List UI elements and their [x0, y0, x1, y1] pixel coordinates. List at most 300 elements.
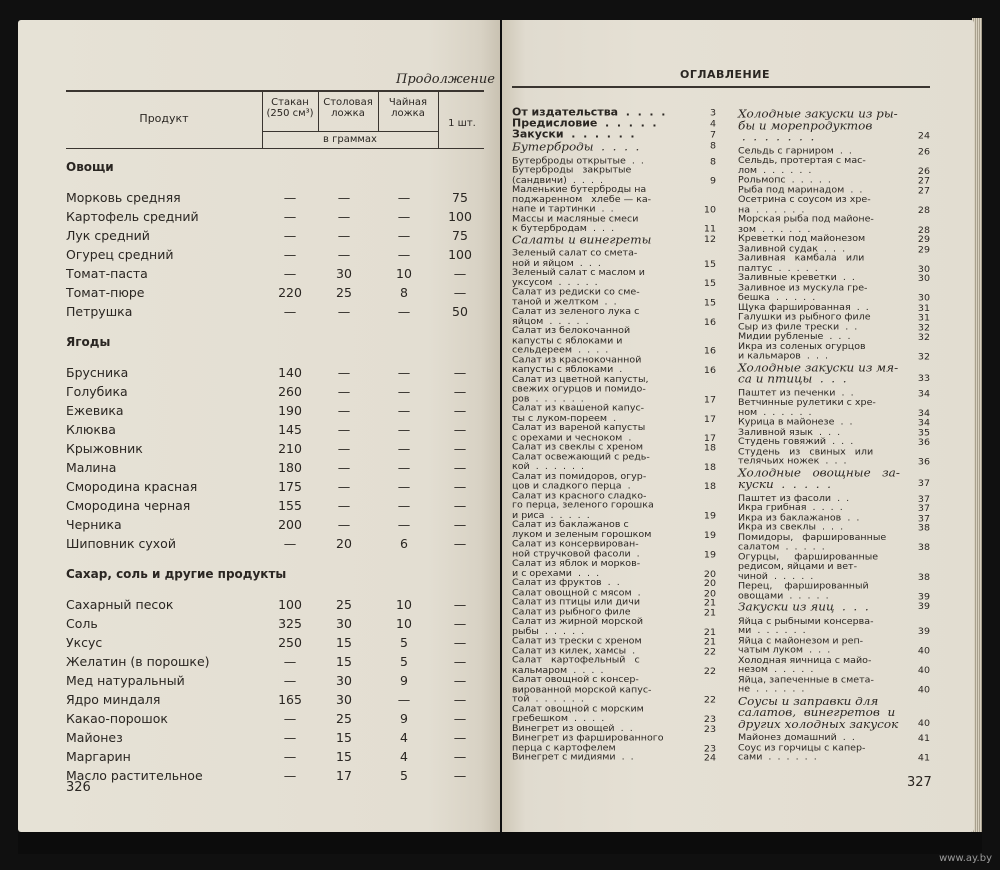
value-cell: —	[283, 654, 297, 669]
toc-entry: Бутерброды закрытые (сандвичи) . . . .	[512, 165, 632, 186]
value-cell: —	[397, 365, 411, 380]
toc-page-number: 40	[917, 718, 930, 729]
toc-entry: Салат из краснокочанной капусты с яблоками .	[512, 354, 642, 375]
toc-entry: Салат из баклажанов с луком и зеленым горошком	[512, 519, 652, 540]
toc-page-number: 18	[703, 481, 716, 492]
value-cell: 190	[278, 403, 302, 418]
toc-page-number: 22	[703, 695, 716, 706]
toc-page-number: 28	[917, 224, 930, 236]
product-name: Маргарин	[66, 749, 131, 764]
value-cell: —	[453, 597, 467, 612]
toc-page-number: 20	[703, 578, 716, 589]
value-cell: 220	[278, 285, 302, 300]
header-teaspoon: Чайная ложка	[388, 97, 428, 119]
value-cell: —	[453, 730, 467, 745]
toc-page-number: 9	[709, 175, 716, 186]
value-cell: 6	[400, 536, 408, 551]
toc-page-number: 7	[709, 130, 716, 141]
value-cell: —	[453, 460, 467, 475]
toc-page-number: 22	[703, 646, 716, 657]
product-name: Клюква	[66, 422, 116, 437]
value-cell: —	[337, 498, 351, 513]
toc-page-number: 29	[917, 244, 930, 255]
toc-page-number: 21	[703, 636, 716, 648]
toc-page-number: 19	[703, 530, 716, 541]
toc-page-number: 8	[709, 156, 716, 167]
toc-entry: Салат из яблок и морков- и с орехами . . .	[512, 558, 641, 579]
toc-entry: Салат из помидоров, огур- цов и сладкого перца .	[512, 471, 647, 492]
value-cell: 25	[336, 711, 352, 726]
value-cell: 75	[452, 228, 468, 243]
table-row	[18, 190, 500, 208]
table-top-rule	[66, 90, 484, 92]
toc-page-number: 38	[917, 523, 930, 534]
value-cell: —	[283, 711, 297, 726]
value-cell: —	[453, 441, 467, 456]
toc-page-number: 41	[917, 753, 930, 764]
value-cell: —	[397, 384, 411, 399]
toc-section-heading: Холодные закуски из мя- са и птицы . . .	[738, 360, 899, 386]
toc-entry: Паштет из печенки . .	[738, 387, 854, 399]
toc-top-rule	[512, 86, 930, 88]
value-cell: —	[453, 654, 467, 669]
table-row	[18, 384, 500, 402]
value-cell: —	[283, 749, 297, 764]
toc-page-number: 11	[703, 224, 716, 235]
value-cell: 50	[452, 304, 468, 319]
toc-page-number: 26	[917, 166, 930, 177]
value-cell: —	[397, 209, 411, 224]
left-page	[18, 20, 500, 832]
toc-entry: Салат картофельный с кальмаром . . . .	[512, 655, 640, 676]
value-cell: —	[453, 673, 467, 688]
toc-page-number: 37	[917, 513, 930, 524]
table-row	[18, 654, 500, 672]
toc-entry: Рольмопс . . . . .	[738, 175, 831, 186]
product-name: Сахарный песок	[66, 597, 174, 612]
toc-section-heading: Бутерброды . . . .	[512, 140, 640, 154]
toc-page-number: 21	[703, 627, 716, 638]
toc-page-number: 17	[703, 394, 716, 405]
col-divider-4	[438, 90, 439, 148]
toc-page-number: 10	[703, 204, 716, 216]
toc-page-number: 29	[917, 234, 930, 245]
value-cell: —	[283, 190, 297, 205]
toc-page-number: 39	[917, 601, 930, 612]
toc-entry: Помидоры, фаршированные салатом . . . . .	[738, 532, 887, 553]
value-cell: —	[283, 768, 297, 783]
toc-page-number: 40	[917, 646, 930, 657]
value-cell: —	[453, 711, 467, 726]
toc-entry: Салат овощной с мясом .	[512, 587, 641, 598]
value-cell: —	[337, 209, 351, 224]
toc-entry: Салат из фруктов . .	[512, 577, 620, 588]
watermark: www.ay.by	[939, 853, 992, 864]
toc-page-number: 30	[917, 273, 930, 284]
toc-page-number: 31	[917, 312, 930, 324]
table-row	[18, 422, 500, 440]
value-cell: 9	[400, 711, 408, 726]
toc-entry: Студень говяжий . . .	[738, 436, 854, 447]
toc-page-number: 32	[917, 322, 930, 333]
table-row	[18, 266, 500, 284]
section-title: Сахар, соль и другие продукты	[66, 567, 287, 581]
toc-page-number: 41	[917, 733, 930, 744]
value-cell: —	[397, 479, 411, 494]
continued-label: Продолжение	[396, 72, 495, 87]
toc-entry: Рыба под маринадом . .	[738, 184, 863, 196]
toc-entry: Салат из квашеной капус- ты с луком-пореем .	[512, 403, 645, 424]
toc-section-heading: Холодные овощные за- куски . . . . .	[738, 465, 900, 491]
section-title: Ягоды	[66, 335, 111, 349]
value-cell: 5	[400, 654, 408, 669]
toc-page-number: 37	[917, 478, 930, 489]
right-page	[502, 20, 974, 832]
toc-title: ОГЛАВЛЕНИЕ	[680, 68, 770, 81]
product-name: Голубика	[66, 384, 128, 399]
toc-page-number: 38	[917, 542, 930, 554]
product-name: Соль	[66, 616, 98, 631]
value-cell: 4	[400, 749, 408, 764]
value-cell: —	[397, 403, 411, 418]
value-cell: 30	[336, 616, 352, 631]
value-cell: 17	[336, 768, 352, 783]
value-cell: —	[453, 498, 467, 513]
toc-entry: Студень из свиных или телячьих ножек . . .	[738, 446, 874, 467]
value-cell: —	[453, 692, 467, 707]
value-cell: —	[337, 479, 351, 494]
toc-page-number: 20	[703, 569, 716, 580]
toc-page-number: 31	[917, 303, 930, 314]
product-name: Крыжовник	[66, 441, 143, 456]
toc-entry: Соус из горчицы с капер- сами . . . . . .	[738, 742, 866, 763]
toc-page-number: 30	[917, 293, 930, 304]
value-cell: —	[337, 247, 351, 262]
value-cell: —	[283, 209, 297, 224]
toc-entry: Закуски . . . . . .	[512, 128, 635, 141]
toc-entry: Предисловие . . . . .	[512, 117, 657, 130]
toc-entry: Сельдь с гарниром . .	[738, 145, 852, 156]
table-row	[18, 692, 500, 710]
value-cell: —	[337, 460, 351, 475]
value-cell: 15	[336, 654, 352, 669]
toc-entry: От издательства . . . .	[512, 106, 666, 119]
toc-entry: Салат из свеклы с хреном	[512, 442, 644, 453]
value-cell: —	[453, 384, 467, 399]
value-cell: —	[453, 266, 467, 281]
value-cell: 325	[278, 616, 302, 631]
table-row	[18, 597, 500, 615]
value-cell: —	[397, 498, 411, 513]
toc-page-number: 34	[917, 418, 930, 429]
value-cell: 30	[336, 266, 352, 281]
toc-page-number: 22	[703, 665, 716, 677]
toc-section-heading: Соусы и заправки для салатов, винегретов и других холодных закусок	[738, 694, 899, 731]
value-cell: 10	[396, 616, 412, 631]
value-cell: 4	[400, 730, 408, 745]
unit-rule	[262, 131, 438, 132]
toc-entry: Сыр из филе трески . .	[738, 321, 858, 332]
toc-entry: Салат из красного сладко- го перца, зеленого горошка и риса . . . . .	[512, 490, 654, 521]
value-cell: —	[453, 635, 467, 650]
value-cell: —	[337, 365, 351, 380]
toc-entry: Икра из свеклы . . .	[738, 522, 844, 533]
value-cell: —	[397, 304, 411, 319]
table-row	[18, 730, 500, 748]
table-row	[18, 247, 500, 265]
toc-page-number: 18	[703, 462, 716, 473]
toc-page-number: 15	[703, 297, 716, 308]
value-cell: —	[397, 422, 411, 437]
table-row	[18, 616, 500, 634]
toc-page-number: 19	[703, 510, 716, 522]
table-row	[18, 536, 500, 554]
product-name: Брусника	[66, 365, 129, 380]
toc-page-number: 37	[917, 493, 930, 505]
toc-entry: Икра из соленых огурцов и кальмаров . . .	[738, 341, 866, 362]
product-name: Томат-паста	[66, 266, 148, 281]
toc-page-number: 33	[917, 373, 930, 384]
value-cell: —	[453, 403, 467, 418]
value-cell: —	[453, 768, 467, 783]
value-cell: —	[397, 441, 411, 456]
toc-entry: Яйца с майонезом и реп- чатым луком . . .	[738, 635, 864, 656]
toc-page-number: 24	[703, 753, 716, 764]
toc-page-number: 15	[703, 258, 716, 270]
value-cell: 200	[278, 517, 302, 532]
value-cell: —	[397, 190, 411, 205]
value-cell: 15	[336, 635, 352, 650]
toc-page-number: 18	[703, 443, 716, 454]
header-product: Продукт	[139, 112, 189, 125]
value-cell: 9	[400, 673, 408, 688]
value-cell: 210	[278, 441, 302, 456]
toc-entry: Массы и масляные смеси к бутербродам . . .	[512, 213, 639, 234]
product-name: Морковь средняя	[66, 190, 181, 205]
table-row	[18, 749, 500, 767]
toc-section-heading: Салаты и винегреты	[512, 233, 652, 246]
toc-entry: Майонез домашний . .	[738, 732, 855, 743]
toc-entry: Салат из белокочанной капусты с яблоками и сельдереем . . . .	[512, 325, 631, 356]
toc-page-number: 35	[917, 427, 930, 439]
value-cell: —	[283, 266, 297, 281]
toc-entry: Маленькие бутерброды на поджаренном хлебе — ка- напе и тартинки . .	[512, 184, 652, 215]
value-cell: 5	[400, 768, 408, 783]
toc-page-number: 34	[917, 388, 930, 399]
toc-entry: Салат из зеленого лука с яйцом . . . . .	[512, 306, 640, 327]
value-cell: —	[453, 616, 467, 631]
toc-page-number: 39	[917, 626, 930, 637]
toc-page-number: 21	[703, 598, 716, 609]
toc-page-number: 21	[703, 607, 716, 618]
product-name: Огурец средний	[66, 247, 174, 262]
value-cell: 140	[278, 365, 302, 380]
toc-entry: Винегрет из овощей . .	[512, 723, 633, 734]
toc-page-number: 17	[703, 413, 716, 425]
table-row	[18, 365, 500, 383]
value-cell: 10	[396, 597, 412, 612]
toc-page-number: 16	[703, 346, 716, 357]
product-name: Майонез	[66, 730, 123, 745]
toc-entry: Салат овощной с морским гребешком . . . .	[512, 703, 644, 724]
value-cell: —	[337, 384, 351, 399]
page-number-left: 326	[66, 780, 91, 795]
toc-entry: Салат из жирной морской рыбы . . . . .	[512, 616, 644, 637]
col-divider-3	[378, 90, 379, 131]
toc-entry: Перец, фаршированный овощами . . . . .	[738, 580, 869, 601]
value-cell: 75	[452, 190, 468, 205]
toc-page-number: 34	[917, 408, 930, 419]
value-cell: 100	[278, 597, 302, 612]
toc-entry: Галушки из рыбного филе	[738, 311, 871, 323]
toc-entry: Заливное из мускула гре- бешка . . . . .	[738, 282, 868, 303]
table-row	[18, 403, 500, 421]
product-name: Малина	[66, 460, 117, 475]
table-row	[18, 711, 500, 729]
toc-section-heading: Холодные закуски из ры- бы и морепродуктов . . . . . . .	[738, 107, 898, 144]
product-name: Черника	[66, 517, 122, 532]
toc-entry: Сельдь, протертая с мас- лом . . . . . .	[738, 155, 866, 176]
toc-entry: Салат из килек, хамсы .	[512, 645, 636, 656]
header-tablespoon: Столовая ложка	[323, 97, 373, 119]
value-cell: —	[397, 228, 411, 243]
table-row	[18, 498, 500, 516]
toc-entry: Ветчинные рулетики с хре- ном . . . . . .	[738, 397, 876, 418]
product-name: Картофель средний	[66, 209, 199, 224]
toc-entry: Икра грибная . . . .	[738, 502, 843, 513]
toc-page-number: 37	[917, 503, 930, 514]
toc-entry: Салат овощной с консер- вированной морской капус- той . . . . . .	[512, 674, 652, 705]
value-cell: 155	[278, 498, 302, 513]
toc-page-number: 36	[917, 437, 930, 448]
value-cell: 30	[336, 673, 352, 688]
value-cell: 145	[278, 422, 302, 437]
value-cell: —	[283, 536, 297, 551]
value-cell: —	[453, 517, 467, 532]
toc-entry: Салат из птицы или дичи	[512, 597, 641, 608]
toc-entry: Салат из рыбного филе	[512, 606, 631, 618]
table-row	[18, 441, 500, 459]
value-cell: 165	[278, 692, 302, 707]
value-cell: 15	[336, 749, 352, 764]
toc-entry: Курица в майонезе . .	[738, 417, 853, 428]
value-cell: 20	[336, 536, 352, 551]
value-cell: 175	[278, 479, 302, 494]
value-cell: 5	[400, 635, 408, 650]
toc-entry: Заливные креветки . .	[738, 272, 855, 284]
toc-page-number: 16	[703, 317, 716, 328]
toc-entry: Заливной язык . . .	[738, 426, 841, 438]
toc-entry: Огурцы, фаршированные редисом, яйцами и вет- чиной . . . . .	[738, 551, 879, 582]
toc-page-number: 40	[917, 685, 930, 696]
toc-page-number: 19	[703, 549, 716, 560]
toc-entry: Яйца с рыбными консерва- ми . . . . . .	[738, 615, 874, 636]
table-row	[18, 304, 500, 322]
toc-entry: Холодная яичница с майо- незом . . . . .	[738, 654, 872, 675]
value-cell: —	[283, 730, 297, 745]
toc-page-number: 30	[917, 263, 930, 275]
toc-entry: Зеленый салат с маслом и уксусом . . . . .	[512, 267, 645, 288]
toc-entry: Паштет из фасоли . .	[738, 492, 850, 504]
table-row	[18, 517, 500, 535]
table-row	[18, 209, 500, 227]
value-cell: —	[283, 247, 297, 262]
col-divider-1	[262, 90, 263, 148]
value-cell: —	[337, 517, 351, 532]
product-name: Петрушка	[66, 304, 133, 319]
toc-entry: Салат из цветной капусты, свежих огурцов и помидо- ров . . . . . .	[512, 374, 649, 404]
table-row	[18, 228, 500, 246]
product-name: Шиповник сухой	[66, 536, 176, 551]
value-cell: 100	[448, 209, 472, 224]
value-cell: 25	[336, 597, 352, 612]
product-name: Томат-пюре	[66, 285, 145, 300]
value-cell: —	[453, 365, 467, 380]
toc-entry: Щука фаршированная . .	[738, 302, 869, 313]
toc-entry: Салат из редиски со сме- таной и желтком . .	[512, 287, 640, 307]
toc-entry: Осетрина с соусом из хре- на . . . . . .	[738, 194, 871, 215]
toc-entry: Салат из вареной капусты с орехами и чесноком .	[512, 422, 646, 443]
value-cell: 25	[336, 285, 352, 300]
value-cell: —	[453, 536, 467, 551]
product-name: Желатин (в порошке)	[66, 654, 210, 669]
value-cell: —	[337, 304, 351, 319]
product-name: Мед натуральный	[66, 673, 185, 688]
value-cell: —	[397, 692, 411, 707]
value-cell: —	[397, 460, 411, 475]
product-name: Смородина красная	[66, 479, 198, 494]
value-cell: —	[337, 228, 351, 243]
table-header-rule	[66, 148, 484, 149]
toc-page-number: 3	[709, 108, 716, 119]
value-cell: —	[337, 441, 351, 456]
toc-entry: Заливная камбала или палтус . . . . .	[738, 253, 865, 274]
product-name: Ежевика	[66, 403, 124, 418]
toc-page-number: 12	[703, 233, 716, 245]
toc-section-heading: Закуски из яиц . . .	[738, 600, 869, 614]
value-cell: —	[397, 517, 411, 532]
col-divider-2	[318, 90, 319, 131]
toc-entry: Зеленый салат со смета- ной и яйцом . . .	[512, 248, 638, 269]
toc-entry: Морская рыба под майоне- зом . . . . . .	[738, 214, 874, 235]
toc-page-number: 20	[703, 588, 716, 599]
table-row	[18, 635, 500, 653]
product-name: Уксус	[66, 635, 103, 650]
header-unit: в граммах	[323, 134, 377, 145]
toc-page-number: 32	[917, 351, 930, 363]
toc-page-number: 36	[917, 457, 930, 468]
product-name: Какао-порошок	[66, 711, 168, 726]
toc-entry: Винегрет из фаршированного перца с картофелем	[512, 732, 664, 753]
toc-entry: Заливной судак . . .	[738, 243, 846, 254]
product-name: Ядро миндаля	[66, 692, 161, 707]
toc-page-number: 32	[917, 332, 930, 343]
toc-page-number: 23	[703, 743, 716, 754]
toc-page-number: 8	[709, 141, 716, 152]
toc-page-number: 26	[917, 146, 930, 157]
product-name: Лук средний	[66, 228, 150, 243]
value-cell: —	[283, 673, 297, 688]
value-cell: —	[337, 422, 351, 437]
table-row	[18, 460, 500, 478]
toc-page-number: 24	[917, 131, 930, 142]
table-row	[18, 479, 500, 497]
value-cell: —	[283, 304, 297, 319]
value-cell: —	[283, 228, 297, 243]
toc-entry: Яйца, запеченные в смета- не . . . . . .	[738, 674, 874, 695]
toc-page-number: 4	[709, 119, 716, 130]
header-piece: 1 шт.	[448, 118, 476, 129]
